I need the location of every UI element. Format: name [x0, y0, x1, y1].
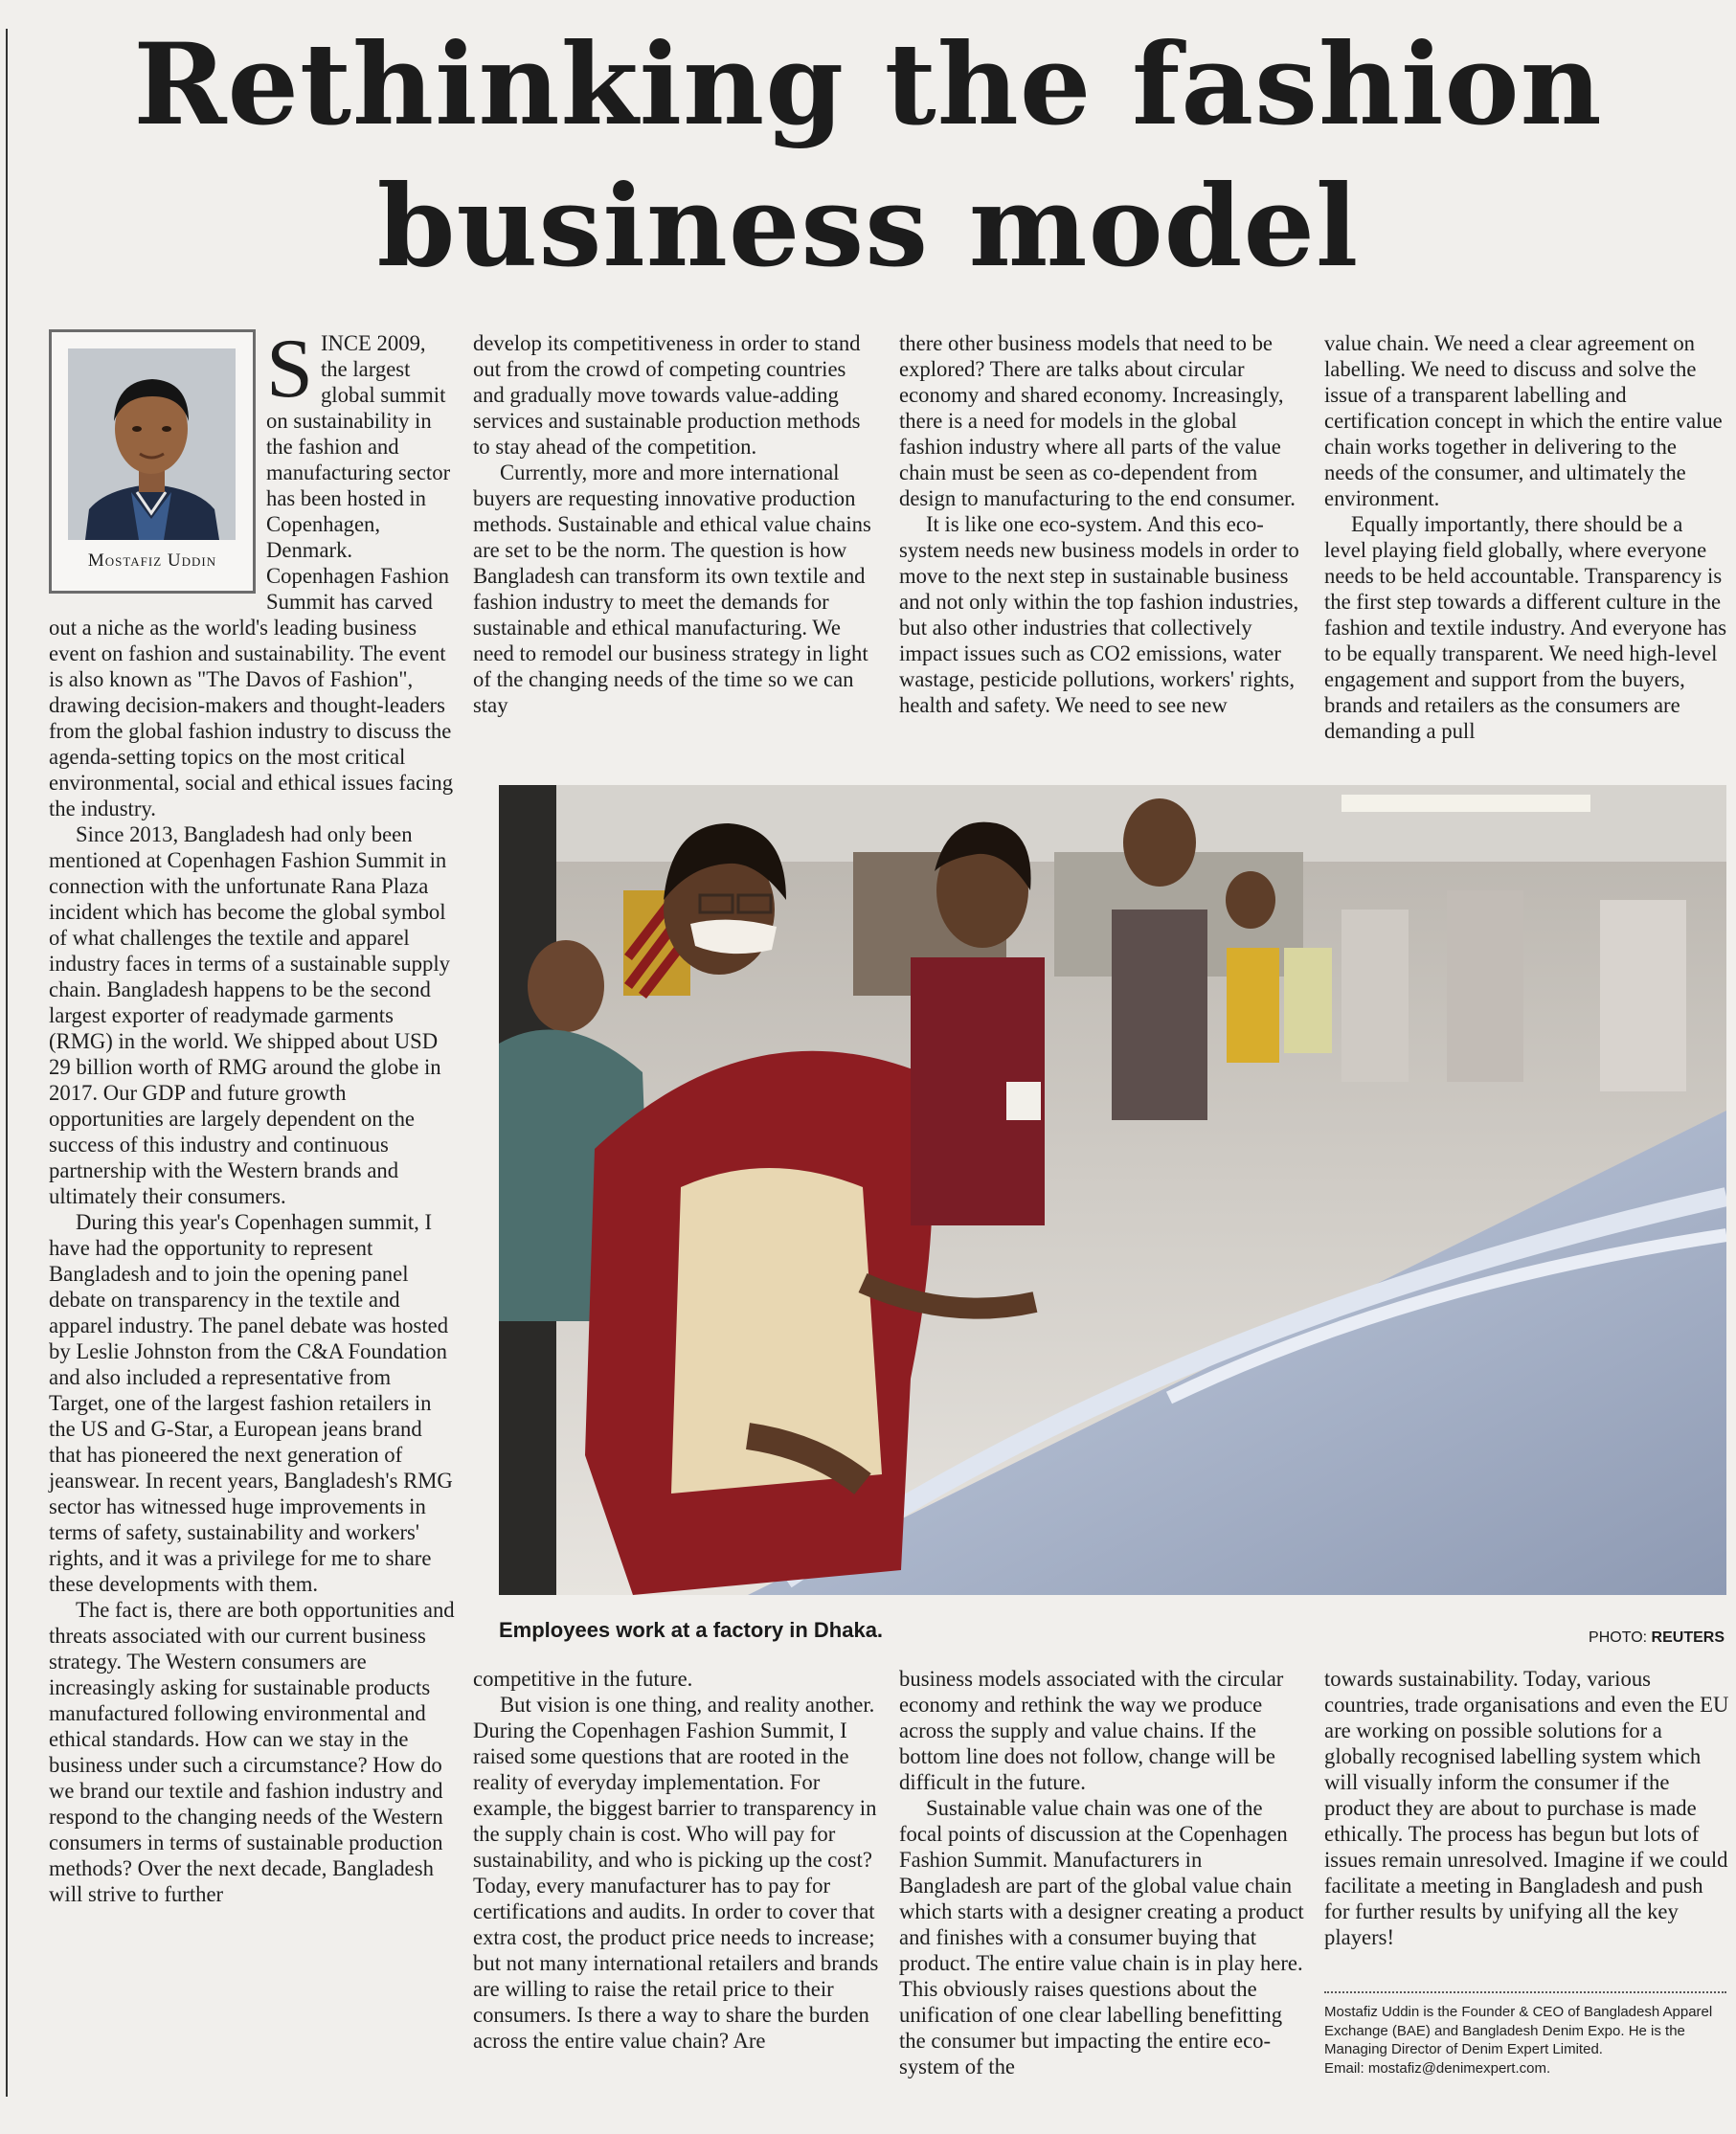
headline-line-2: business model	[376, 160, 1360, 292]
factory-photo-illustration	[499, 785, 1726, 1595]
paragraph: develop its competitiveness in order to stand out from the crowd of competing countries and gradually move towards value-adding services and sustainable production methods to stay ahead of the competition.	[473, 331, 861, 459]
author-email: Email: mostafiz@denimexpert.com.	[1324, 2059, 1551, 2077]
photo-credit-prefix: PHOTO:	[1589, 1629, 1648, 1646]
page-edge-rule	[6, 29, 8, 2097]
headline-line-1: Rethinking the fashion	[133, 18, 1603, 150]
paragraph: Currently, more and more international buyers are requesting innovative production methods. Sustainable and ethical value chains are set to be the norm. The question is how Bangladesh can transform its own textile and fashion industry to meet the demands for sustainable and ethical manufacturing. We need to remodel our business strategy in light of the changing needs of the time so we can stay	[473, 460, 871, 717]
column-3-top	[899, 330, 1305, 718]
paragraph: It is like one eco-system. And this eco-system needs new business models in order to move to the next step in sustainable business and not only within the top fashion industries, but also other industries that collectively impact issues such as CO2 emissions, water wastage, pesticide pollutions, workers' rights, health and safety. We need to see new	[899, 512, 1299, 717]
paragraph: But vision is one thing, and reality another. During the Copenhagen Fashion Summit, I raised some questions that are rooted in the reality of everyday implementation. For example, the biggest barrier to transparency in the supply chain is cost. Who will pay for sustainability, and who is picking up the cost? Today, every manufacturer has to pay for certifications and audits. In order to cover that extra cost, the product price needs to increase; but not many international retailers and brands are willing to raise the retail price to their consumers. Is there a way to share the burden across the entire value chain? Are	[473, 1693, 879, 2053]
photo-credit	[1589, 1629, 1725, 1647]
author-name: Mostafiz Uddin	[87, 550, 217, 571]
column-1-top	[49, 323, 455, 1907]
paragraph: The fact is, there are both opportunities and threats associated with our current business strategy. The Western consumers are increasingly asking for sustainable products manufactured following environmental and ethical standards. How can we stay in the business under such a circumstance? How do we brand our textile and fashion industry and respond to the changing needs of the Western consumers in terms of sustainable production methods? Over the next decade, Bangladesh will strive to further	[49, 1598, 455, 1906]
paragraph: competitive in the future.	[473, 1667, 693, 1691]
paragraph: there other business models that need to be explored? There are talks about circular economy and shared economy. Increasingly, there is a need for models in the global fashion industry where all parts of the value chain must be seen as co-dependent from design to manufacturing to the end consumer.	[899, 331, 1296, 510]
opening-paragraph-text: INCE 2009, the largest global summit on sustainability in the fashion and manufacturing sector has been hosted in Copenhagen, Denmark. Copenhagen Fashion Summit has carved out a niche as the world's leading business event on fashion and sustainability. The event is also known as "The Davos of Fashion", drawing decision-makers and thought-leaders from the global fashion industry to discuss the agenda-setting topics on the most critical environmental, social and ethical issues facing the industry.	[49, 331, 454, 820]
column-4-top	[1324, 330, 1730, 744]
photo-caption: Employees work at a factory in Dhaka.	[499, 1618, 884, 1642]
paragraph: Equally importantly, there should be a level playing field globally, where everyone needs to be held accountable. Transparency is the first step towards a different culture in the fashion and textile industry. And everyone has to be equally transparent. We need high-level engagement and support from the buyers, brands and retailers as the consumers are demanding a pull	[1324, 512, 1727, 743]
article-opening-paragraph	[49, 323, 455, 821]
author-bio-text: Mostafiz Uddin is the Founder & CEO of Bangladesh Apparel Exchange (BAE) and Bangladesh Denim Expo. He is the Managing Director of Denim Expert Limited.	[1324, 2004, 1713, 2057]
paragraph: value chain. We need a clear agreement on labelling. We need to discuss and solve the issue of a transparent labelling and certification concept in which the entire value chain works together in delivering to the needs of the consumer, and ultimately the environment.	[1324, 331, 1723, 510]
paragraph: business models associated with the circular economy and rethink the way we produce across the supply and value chains. If the bottom line does not follow, change will be difficult in the future.	[899, 1667, 1284, 1794]
factory-photo	[499, 785, 1726, 1595]
headline	[0, 13, 1736, 297]
author-bio	[1324, 1991, 1726, 2078]
paragraph: towards sustainability. Today, various countries, trade organisations and even the EU are working on possible solutions for a globally recognised labelling system which will visually inform the consumer if the product they are about to purchase is made ethically. The process has begun but lots of issues remain unresolved. Imagine if we could facilitate a meeting in Bangladesh and push for further results by unifying all the key players!	[1324, 1667, 1729, 1949]
column-2-top	[473, 330, 879, 718]
photo-credit-source: REUTERS	[1651, 1629, 1725, 1646]
column-2-bottom	[473, 1666, 879, 2054]
column-3-bottom	[899, 1666, 1305, 2079]
column-4-bottom	[1324, 1666, 1730, 1950]
paragraph: Sustainable value chain was one of the focal points of discussion at the Copenhagen Fashion Summit. Manufacturers in Bangladesh are part of the global value chain which starts with a designer creating a product and finishes with a consumer buying that product. The entire value chain is in play here. This obviously raises questions about the unification of one clear labelling benefitting the consumer but impacting the entire eco-system of the	[899, 1796, 1304, 2078]
paragraph: During this year's Copenhagen summit, I have had the opportunity to represent Bangladesh and to join the opening panel debate on transparency in the textile and apparel industry. The panel debate was hosted by Leslie Johnston from the C&A Foundation and also included a representative from Target, one of the largest fashion retailers in the US and G-Star, a European jeans brand that has pioneered the next generation of jeanswear. In recent years, Bangladesh's RMG sector has witnessed huge improvements in terms of safety, sustainability and workers' rights, and it was a privilege for me to share these developments with them.	[49, 1210, 453, 1596]
drop-cap: S	[266, 323, 313, 416]
paragraph: Since 2013, Bangladesh had only been mentioned at Copenhagen Fashion Summit in connection with the unfortunate Rana Plaza incident which has become the global symbol of what challenges the textile and apparel industry faces in terms of a sustainable supply chain. Bangladesh happens to be the second largest exporter of readymade garments (RMG) in the world. We shipped about USD 29 billion worth of RMG around the globe in 2017. Our GDP and future growth opportunities are largely dependent on the success of this industry and continuous partnership with the Western brands and ultimately their consumers.	[49, 822, 450, 1208]
